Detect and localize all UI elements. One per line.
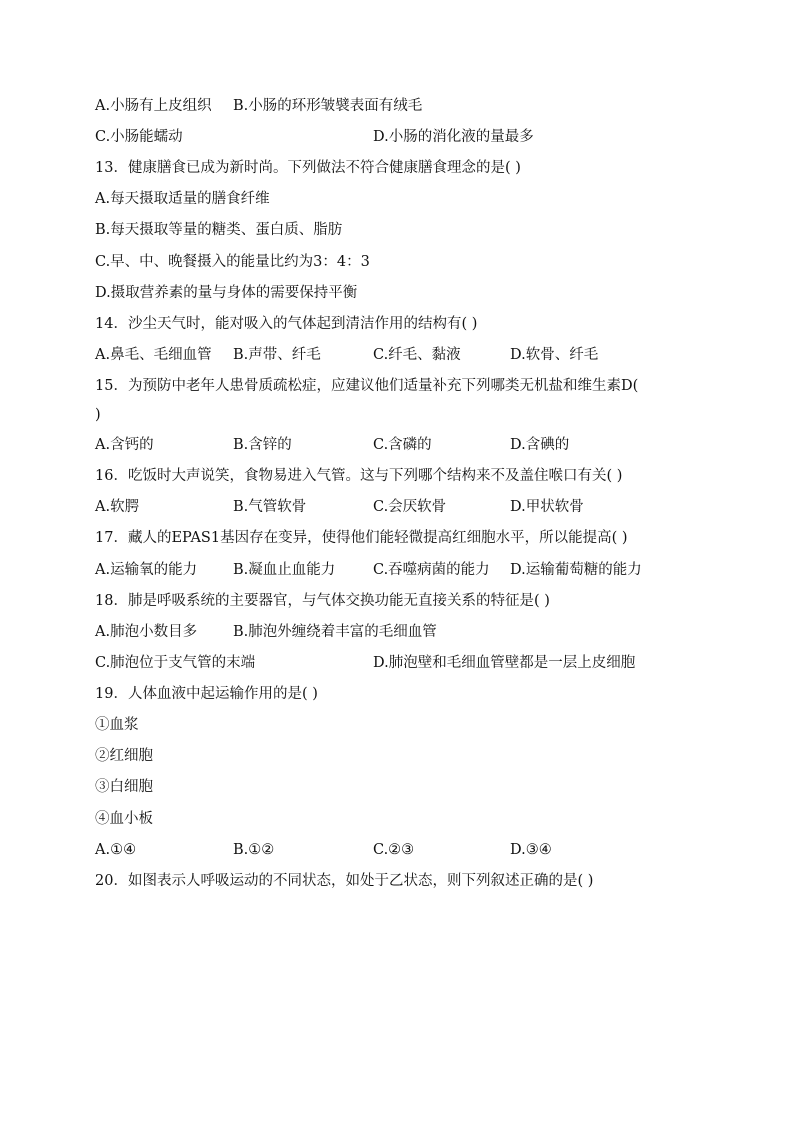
q14-option-c: C.纤毛、黏液 — [373, 347, 461, 363]
q13-option-d: D.摄取营养素的量与身体的需要保持平衡 — [95, 285, 358, 301]
q15-stem: 15．为预防中老年人患骨质疏松症，应建议他们适量补充下列哪类无机盐和维生素D( — [95, 378, 639, 394]
q15-option-a: A.含钙的 — [95, 437, 154, 453]
q14-option-a: A.鼻毛、毛细血管 — [95, 347, 212, 363]
q14-option-b: B.声带、纤毛 — [233, 347, 321, 363]
q13-option-a: A.每天摄取适量的膳食纤维 — [95, 191, 270, 207]
q16-option-b: B.气管软骨 — [233, 499, 307, 515]
q19-item-1: ①血浆 — [95, 717, 139, 733]
q16-option-d: D.甲状软骨 — [510, 499, 584, 515]
q20-stem: 20．如图表示人呼吸运动的不同状态，如处于乙状态，则下列叙述正确的是( ) — [95, 873, 594, 889]
q14-option-d: D.软骨、纤毛 — [510, 347, 599, 363]
q12-option-a: A.小肠有上皮组织 — [95, 98, 212, 114]
q18-option-b: B.肺泡外缠绕着丰富的毛细血管 — [233, 624, 437, 640]
q18-option-c: C.肺泡位于支气管的末端 — [95, 655, 256, 671]
q16-option-c: C.会厌软骨 — [373, 499, 447, 515]
q13-option-c: C.早、中、晚餐摄入的能量比约为3：4：3 — [95, 254, 370, 270]
q12-option-d: D.小肠的消化液的量最多 — [373, 129, 534, 145]
q13-option-b: B.每天摄取等量的糖类、蛋白质、脂肪 — [95, 222, 343, 238]
q15-option-c: C.含磷的 — [373, 437, 432, 453]
q17-option-a: A.运输氧的能力 — [95, 562, 198, 578]
q12-option-b: B.小肠的环形皱襞表面有绒毛 — [233, 98, 423, 114]
q19-option-b: B.①② — [233, 842, 275, 858]
q18-stem: 18．肺是呼吸系统的主要器官，与气体交换功能无直接关系的特征是( ) — [95, 593, 550, 609]
q19-item-4: ④血小板 — [95, 811, 153, 827]
q17-option-c: C.吞噬病菌的能力 — [373, 562, 490, 578]
q19-option-d: D.③④ — [510, 842, 552, 858]
q15-stem-continued: ) — [95, 407, 101, 423]
q16-stem: 16．吃饭时大声说笑，食物易进入气管。这与下列哪个结构来不及盖住喉口有关( ) — [95, 468, 623, 484]
q17-option-b: B.凝血止血能力 — [233, 562, 336, 578]
q15-option-b: B.含锌的 — [233, 437, 292, 453]
q13-stem: 13．健康膳食已成为新时尚。下列做法不符合健康膳食理念的是( ) — [95, 160, 521, 176]
q19-option-a: A.①④ — [95, 842, 137, 858]
q12-option-c: C.小肠能蠕动 — [95, 129, 183, 145]
q17-option-d: D.运输葡萄糖的能力 — [510, 562, 642, 578]
q19-option-c: C.②③ — [373, 842, 415, 858]
q16-option-a: A.软腭 — [95, 499, 140, 515]
q19-item-3: ③白细胞 — [95, 779, 153, 795]
q14-stem: 14．沙尘天气时，能对吸入的气体起到清洁作用的结构有( ) — [95, 316, 478, 332]
q19-item-2: ②红细胞 — [95, 748, 153, 764]
q19-stem: 19．人体血液中起运输作用的是( ) — [95, 686, 318, 702]
q15-option-d: D.含碘的 — [510, 437, 570, 453]
q18-option-a: A.肺泡小数目多 — [95, 624, 198, 640]
q17-stem: 17．藏人的EPAS1基因存在变异，使得他们能轻微提高红细胞水平，所以能提高( ) — [95, 530, 628, 546]
q18-option-d: D.肺泡壁和毛细血管壁都是一层上皮细胞 — [373, 655, 636, 671]
